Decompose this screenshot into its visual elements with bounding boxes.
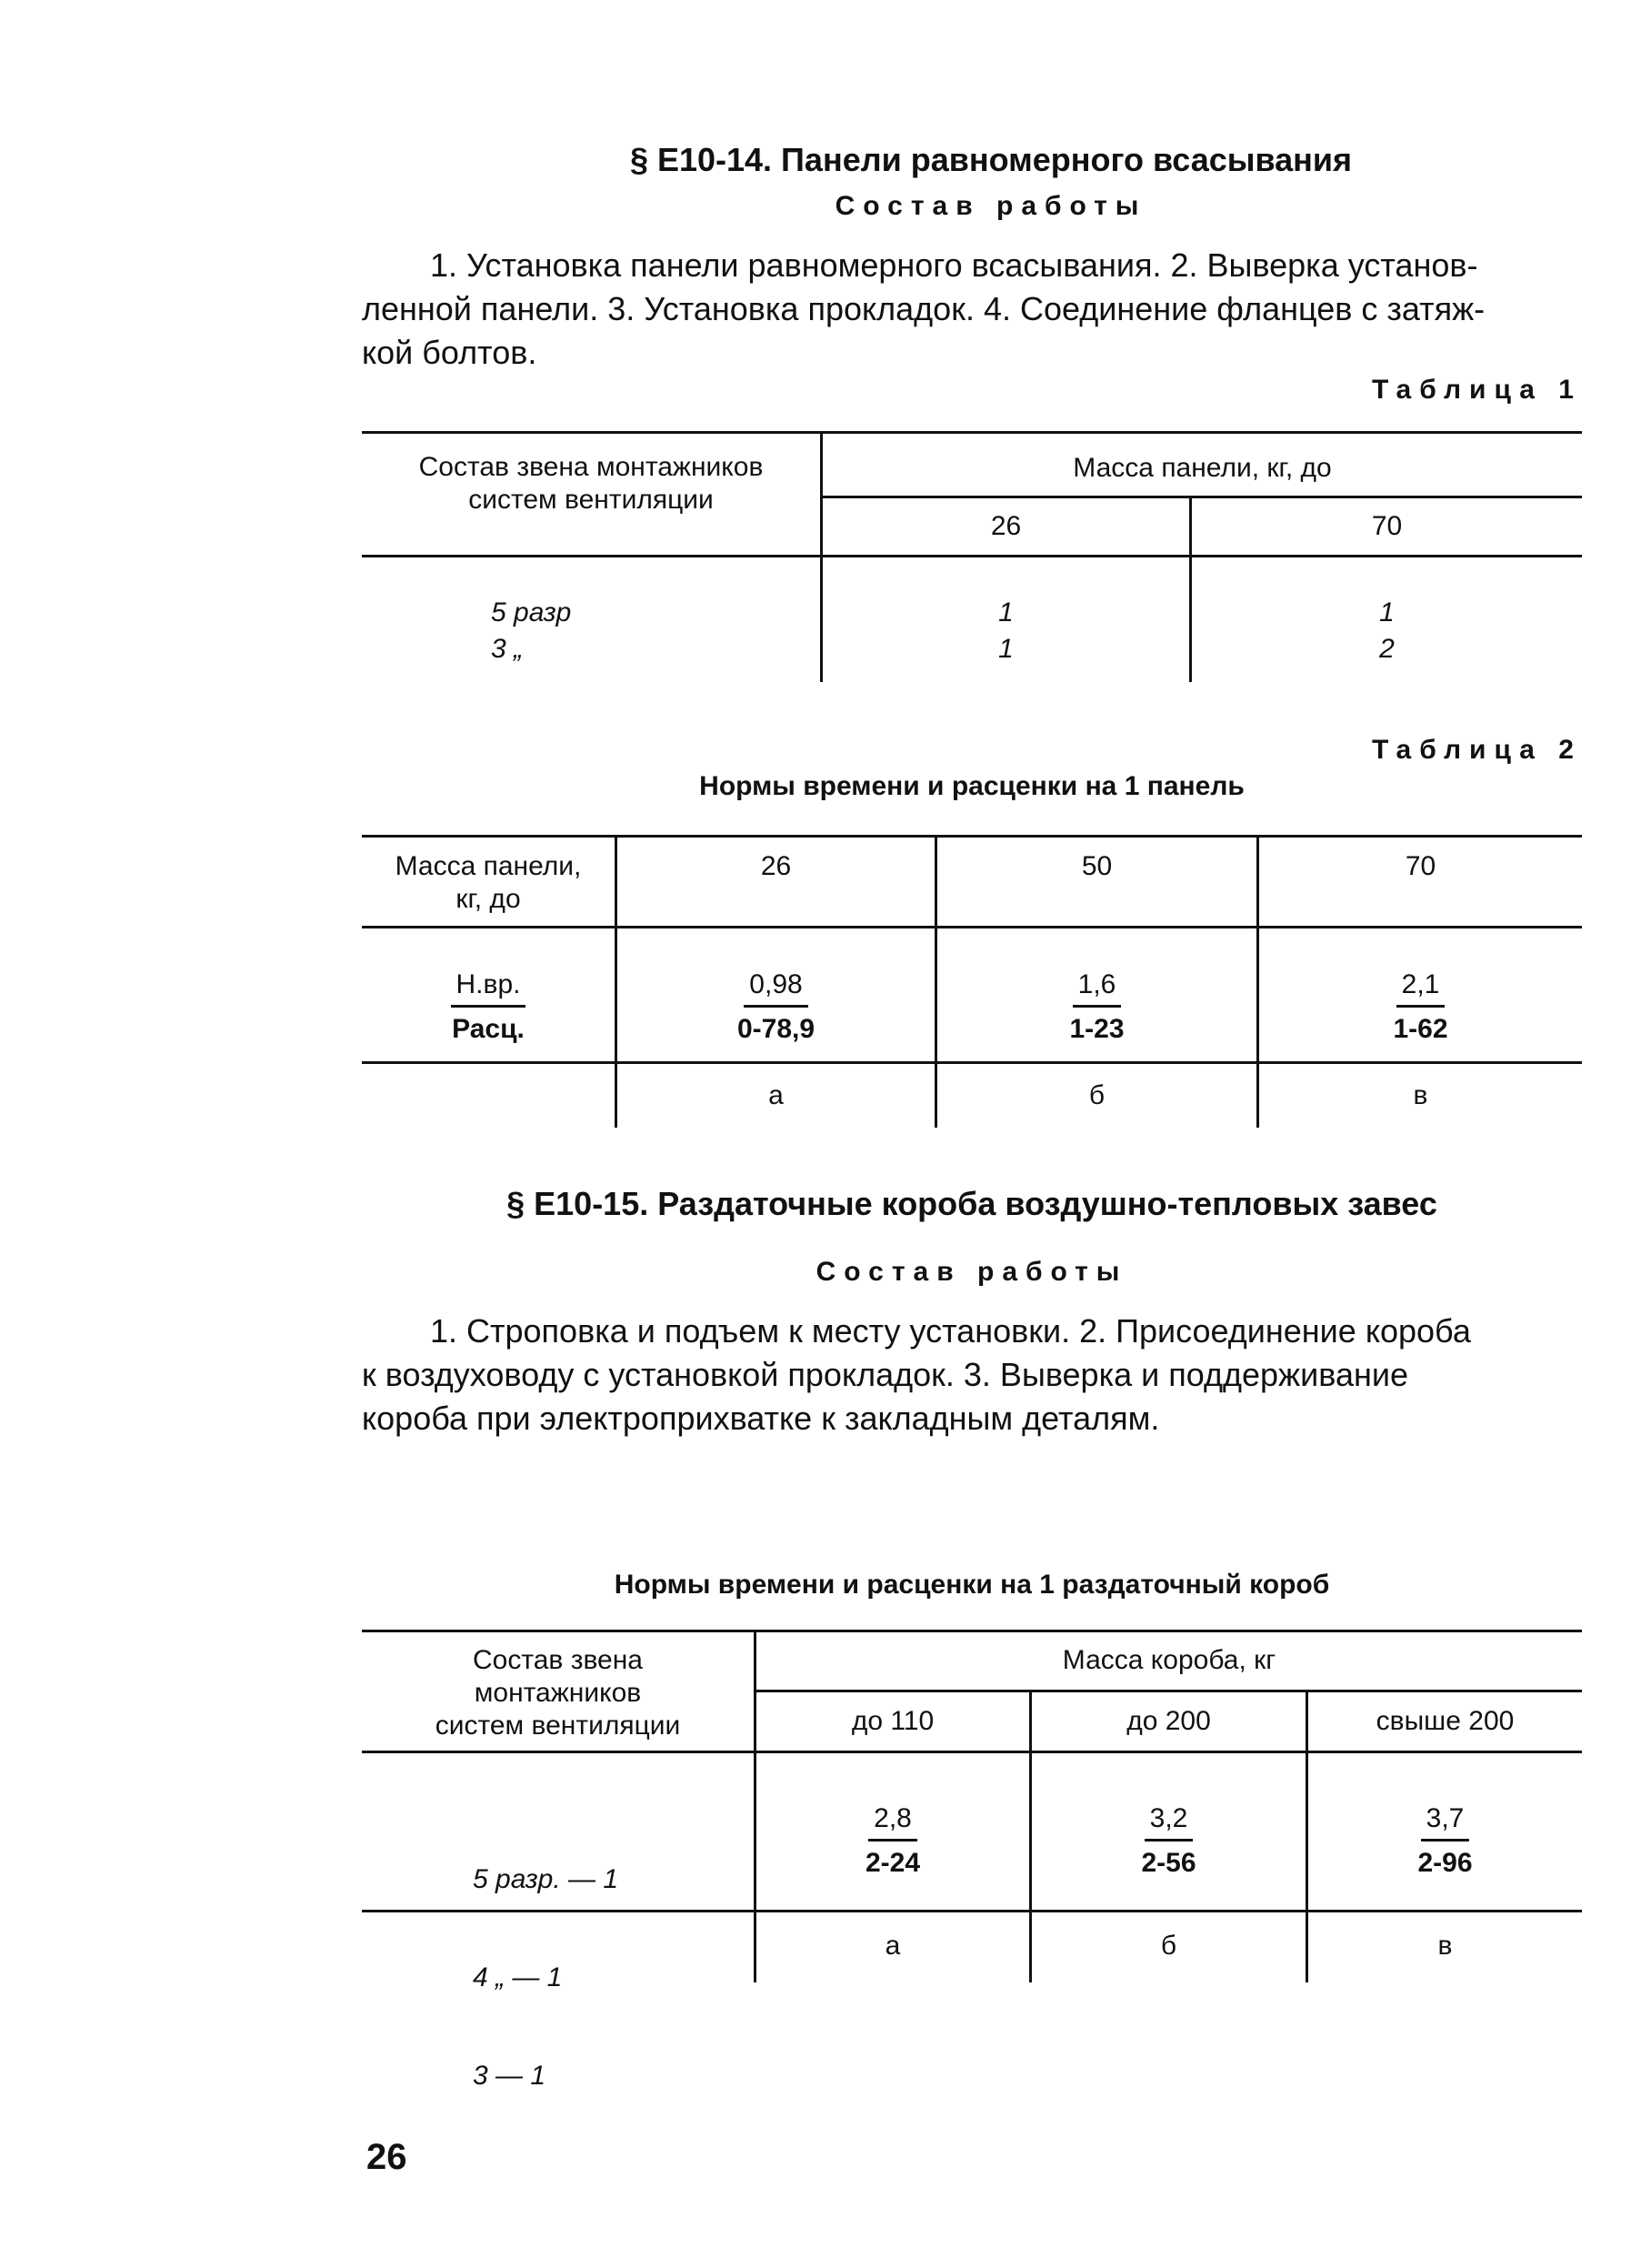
crew-line: 5 разр. — 1 <box>473 1864 619 1894</box>
table-rule <box>362 1630 1582 1632</box>
table-rule <box>362 431 1582 434</box>
table-3-norm-rate <box>1308 1802 1582 1880</box>
table-2-mass-col: 26 <box>760 851 792 881</box>
header-line: кг, до <box>455 884 521 914</box>
rate-value: 2-24 <box>865 1848 921 1878</box>
table-2-column-letter: а <box>768 1080 784 1110</box>
table-2-norm-rate <box>937 968 1256 1046</box>
table-rule <box>362 555 1582 557</box>
table-1-mass-header: Масса панели, кг, до <box>1073 453 1332 483</box>
table-rule <box>362 1751 1582 1753</box>
table-rule <box>821 496 1582 498</box>
work-line: 1. Установка панели равномерного всасывания. 2. Выверка установ- <box>430 246 1478 284</box>
table-1-value: 1 <box>998 597 1014 627</box>
table-2-mass-col: 70 <box>1405 851 1436 881</box>
table-2-norm-rate <box>617 968 935 1046</box>
work-line: 1. Строповка и подъем к месту установки. 2. Присоединение короба <box>430 1312 1471 1350</box>
table-1-grade: 5 разр <box>491 597 572 627</box>
work-line: ленной панели. 3. Установка прокладок. 4. Соединение фланцев с затяж- <box>362 290 1486 327</box>
table-2-column-letter: б <box>1088 1080 1106 1110</box>
header-line: монтажников <box>474 1678 642 1708</box>
table-3-norm-rate <box>756 1802 1029 1880</box>
table-1-grade: 3 „ <box>491 634 524 664</box>
header-line: Состав звена <box>472 1645 643 1675</box>
table-3-mass-col: до 110 <box>851 1706 935 1736</box>
crew-line: 4 „ — 1 <box>473 1962 563 1992</box>
table-2-norm-rate <box>1259 968 1582 1046</box>
section-14-heading: § Е10-14. Панели равномерного всасывания <box>629 141 1353 178</box>
norm-label: Н.вр. <box>451 968 526 1008</box>
rate-value: 1-23 <box>1069 1014 1125 1044</box>
table-3-crew-header <box>362 1644 754 1742</box>
section-15-work-title: Состав работы <box>815 1257 1128 1287</box>
header-line: Масса панели, <box>395 851 582 881</box>
table-2-row-header <box>362 850 615 916</box>
table-3-column-letter: в <box>1437 1931 1453 1961</box>
table-rule <box>362 1061 1582 1064</box>
table-rule <box>362 926 1582 928</box>
table-rule <box>362 835 1582 838</box>
work-line: к воздуховоду с установкой прокладок. 3. Выверка и поддерживание <box>362 1356 1408 1393</box>
table-1-label: Таблица 1 <box>1371 375 1582 405</box>
norm-value: 3,7 <box>1421 1802 1470 1841</box>
table-rule <box>755 1690 1582 1692</box>
section-15-work-text <box>362 1310 1582 1440</box>
work-line: короба при электроприхватке к закладным деталям. <box>362 1400 1160 1437</box>
rate-value: 2-96 <box>1417 1848 1473 1878</box>
table-1-value: 2 <box>1379 634 1395 664</box>
table-3-norm-rate <box>1032 1802 1306 1880</box>
norm-value: 0,98 <box>744 968 807 1008</box>
rate-value: 2-56 <box>1141 1848 1196 1878</box>
table-1-value: 1 <box>1379 597 1395 627</box>
rate-label: Расц. <box>452 1014 525 1044</box>
section-14-work-text <box>362 244 1582 375</box>
table-2-caption: Нормы времени и расценки на 1 панель <box>699 771 1245 801</box>
table-3-column-letter: б <box>1160 1931 1177 1961</box>
table-3-mass-header: Масса короба, кг <box>1062 1645 1276 1675</box>
table-1-mass-col: 26 <box>990 511 1022 541</box>
table-3-caption: Нормы времени и расценки на 1 раздаточный короб <box>614 1570 1330 1600</box>
table-2-norm-rate-label <box>362 968 615 1046</box>
norm-value: 2,1 <box>1396 968 1446 1008</box>
page-number: 26 <box>366 2137 407 2177</box>
norm-value: 2,8 <box>868 1802 917 1841</box>
rate-value: 0-78,9 <box>736 1014 815 1044</box>
table-2-label: Таблица 2 <box>1371 735 1582 765</box>
work-line: кой болтов. <box>362 334 537 371</box>
section-15-heading: § Е10-15. Раздаточные короба воздушно-тепловых завес <box>506 1185 1437 1222</box>
header-line: Состав звена монтажников <box>418 452 764 482</box>
crew-line: 3 — 1 <box>473 2061 546 2091</box>
table-3-mass-col: свыше 200 <box>1376 1706 1515 1736</box>
rate-value: 1-62 <box>1393 1014 1448 1044</box>
table-2-column-letter: в <box>1413 1080 1428 1110</box>
table-1-crew-header <box>362 451 820 517</box>
table-2-mass-col: 50 <box>1081 851 1113 881</box>
table-3-crew <box>473 1798 709 2158</box>
table-3-column-letter: а <box>885 1931 901 1961</box>
table-1-mass-col: 70 <box>1371 511 1403 541</box>
header-line: систем вентиляции <box>435 1711 681 1741</box>
norm-value: 1,6 <box>1073 968 1122 1008</box>
header-line: систем вентиляции <box>468 485 714 515</box>
table-3-mass-col: до 200 <box>1126 1706 1211 1736</box>
section-14-work-title: Состав работы <box>835 191 1147 221</box>
table-1-value: 1 <box>998 634 1014 664</box>
norm-value: 3,2 <box>1145 1802 1194 1841</box>
